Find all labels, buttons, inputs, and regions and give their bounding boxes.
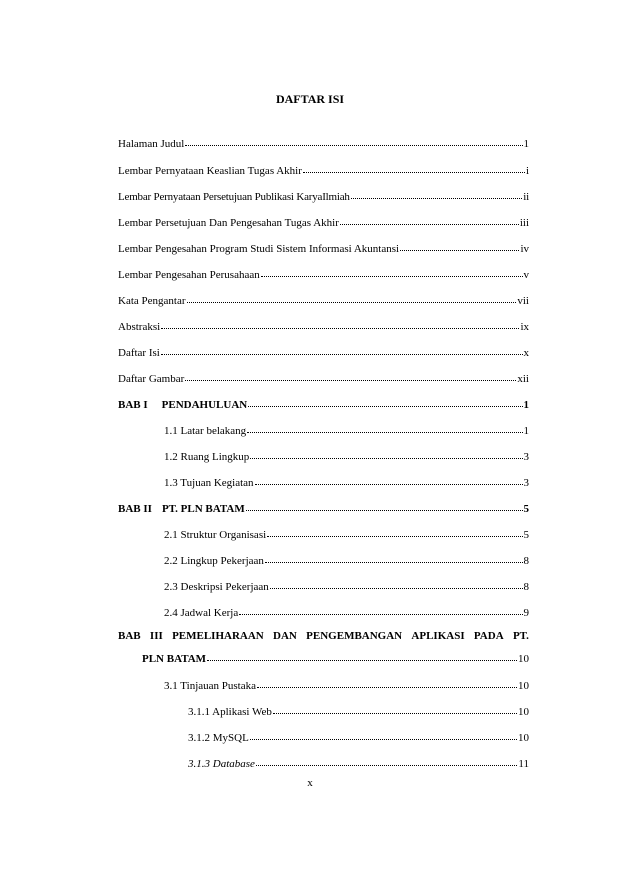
leader-dots bbox=[161, 319, 519, 329]
toc-entry[interactable] bbox=[118, 136, 529, 152]
toc-entry-text: 2.3 Deskripsi Pekerjaan bbox=[164, 581, 269, 593]
toc-entry[interactable] bbox=[188, 756, 529, 772]
leader-dots bbox=[185, 136, 522, 146]
leader-dots bbox=[161, 345, 523, 355]
toc-chapter-entry[interactable] bbox=[118, 397, 529, 413]
toc-entry-text bbox=[118, 501, 245, 517]
toc-entry-text: Lembar Pengesahan Program Studi Sistem Informasi Akuntansi bbox=[118, 243, 400, 255]
leader-dots bbox=[303, 163, 525, 173]
toc-entry-page: 5 bbox=[523, 529, 529, 541]
toc-entry[interactable] bbox=[118, 189, 529, 205]
chapter-word: APLIKASI bbox=[411, 630, 465, 642]
toc-chapter-entry[interactable] bbox=[142, 651, 529, 667]
leader-dots bbox=[255, 475, 523, 485]
chapter-number: BAB II bbox=[118, 503, 152, 515]
toc-entry[interactable] bbox=[118, 267, 529, 283]
leader-dots bbox=[250, 730, 517, 740]
toc-entry[interactable] bbox=[164, 579, 529, 595]
toc-entry-text: Daftar Gambar bbox=[118, 373, 185, 385]
chapter-word: III bbox=[149, 630, 163, 642]
toc-entry[interactable] bbox=[164, 449, 529, 465]
leader-dots bbox=[187, 293, 517, 303]
leader-dots bbox=[185, 371, 516, 381]
leader-dots bbox=[207, 651, 517, 661]
toc-entry[interactable] bbox=[118, 241, 529, 257]
toc-entry-page: 11 bbox=[518, 758, 529, 770]
page-number: x bbox=[307, 777, 313, 789]
toc-entry-page: vii bbox=[517, 295, 529, 307]
leader-dots bbox=[246, 501, 523, 511]
toc-entry-text: 3.1.3 Database bbox=[188, 758, 255, 770]
leader-dots bbox=[248, 397, 522, 407]
chapter-word: PADA bbox=[473, 630, 504, 642]
toc-entry-text: 3.1 Tinjauan Pustaka bbox=[164, 680, 256, 692]
toc-entry-text: PLN BATAM bbox=[142, 653, 207, 665]
leader-dots bbox=[340, 215, 519, 225]
toc-entry[interactable] bbox=[118, 293, 529, 309]
toc-entry-page: 10 bbox=[518, 706, 529, 718]
toc-entry[interactable] bbox=[164, 423, 529, 439]
toc-entry-page: iii bbox=[519, 217, 529, 229]
chapter-number: BAB I bbox=[118, 399, 148, 411]
leader-dots bbox=[270, 579, 523, 589]
leader-dots bbox=[267, 527, 522, 537]
toc-entry-page: x bbox=[523, 347, 529, 359]
leader-dots bbox=[257, 678, 517, 688]
toc-entry-page: 1 bbox=[523, 425, 529, 437]
leader-dots bbox=[265, 553, 523, 563]
toc-entry-page: 8 bbox=[523, 581, 529, 593]
toc-entry-page: 1 bbox=[523, 399, 529, 411]
toc-entry-text: 2.2 Lingkup Pekerjaan bbox=[164, 555, 264, 567]
chapter-word: DAN bbox=[273, 630, 297, 642]
toc-entry-page: i bbox=[525, 165, 529, 177]
leader-dots bbox=[239, 605, 522, 615]
toc-entry[interactable] bbox=[164, 527, 529, 543]
toc-entry[interactable] bbox=[164, 678, 529, 694]
toc-entry-text: Daftar Isi bbox=[118, 347, 160, 359]
toc-entry-page: 3 bbox=[523, 477, 529, 489]
toc-entry-page: xii bbox=[517, 373, 529, 385]
chapter-word: BAB bbox=[118, 630, 141, 642]
toc-chapter-entry[interactable] bbox=[118, 501, 529, 517]
toc-entry-page: v bbox=[523, 269, 529, 281]
toc-entry-text: 1.2 Ruang Lingkup bbox=[164, 451, 250, 463]
toc-entry[interactable] bbox=[118, 215, 529, 231]
toc-entry[interactable] bbox=[118, 319, 529, 335]
toc-entry-text: Lembar Pernyataan Persetujuan Publikasi KaryaIlmiah bbox=[118, 191, 350, 203]
chapter-word: PEMELIHARAAN bbox=[172, 630, 264, 642]
toc-entry-text: 2.1 Struktur Organisasi bbox=[164, 529, 267, 541]
leader-dots bbox=[261, 267, 523, 277]
toc-entry-text: 3.1.2 MySQL bbox=[188, 732, 249, 744]
toc-entry-page: 10 bbox=[518, 732, 529, 744]
toc-entry-page: 3 bbox=[523, 451, 529, 463]
toc-entry-page: ix bbox=[520, 321, 529, 333]
toc-entry[interactable] bbox=[118, 163, 529, 179]
toc-entry[interactable] bbox=[164, 605, 529, 621]
toc-entry[interactable] bbox=[188, 704, 529, 720]
toc-entry-text: Lembar Pengesahan Perusahaan bbox=[118, 269, 260, 281]
toc-entry-text: Kata Pengantar bbox=[118, 295, 186, 307]
toc-entry-text: 2.4 Jadwal Kerja bbox=[164, 607, 239, 619]
toc-entry-text: Lembar Pernyataan Keaslian Tugas Akhir bbox=[118, 165, 302, 177]
toc-chapter-entry-line1[interactable] bbox=[118, 628, 529, 644]
toc-entry-page: 9 bbox=[523, 607, 529, 619]
toc-entry-text: Abstraksi bbox=[118, 321, 161, 333]
toc-entry[interactable] bbox=[164, 553, 529, 569]
toc-entry-page: ii bbox=[523, 191, 529, 203]
toc-entry-text: Lembar Persetujuan Dan Pengesahan Tugas Akhir bbox=[118, 217, 339, 229]
toc-entry[interactable] bbox=[188, 730, 529, 746]
page-title: DAFTAR ISI bbox=[275, 92, 345, 106]
toc-entry-text bbox=[118, 397, 247, 413]
toc-entry-page: 5 bbox=[523, 503, 529, 515]
leader-dots bbox=[400, 241, 519, 251]
toc-entry[interactable] bbox=[118, 345, 529, 361]
toc-entry-page: 10 bbox=[518, 653, 529, 665]
toc-entry-page: iv bbox=[520, 243, 529, 255]
toc-entry[interactable] bbox=[164, 475, 529, 491]
toc-entry-page: 10 bbox=[518, 680, 529, 692]
toc-entry-text: 1.1 Latar belakang bbox=[164, 425, 247, 437]
leader-dots bbox=[250, 449, 522, 459]
toc-entry-page: 8 bbox=[523, 555, 529, 567]
toc-entry-text: 3.1.1 Aplikasi Web bbox=[188, 706, 272, 718]
leader-dots bbox=[351, 189, 523, 199]
chapter-title: PT. PLN BATAM bbox=[161, 503, 245, 515]
chapter-title: PENDAHULUAN bbox=[161, 399, 248, 411]
leader-dots bbox=[273, 704, 517, 714]
toc-entry[interactable] bbox=[118, 371, 529, 387]
leader-dots bbox=[256, 756, 517, 766]
chapter-word: PT. bbox=[512, 630, 529, 642]
chapter-word: PENGEMBANGAN bbox=[306, 630, 403, 642]
leader-dots bbox=[247, 423, 522, 433]
toc-entry-page: 1 bbox=[523, 138, 529, 150]
toc-entry-text: 1.3 Tujuan Kegiatan bbox=[164, 477, 254, 489]
toc-entry-text: Halaman Judul bbox=[118, 138, 185, 150]
